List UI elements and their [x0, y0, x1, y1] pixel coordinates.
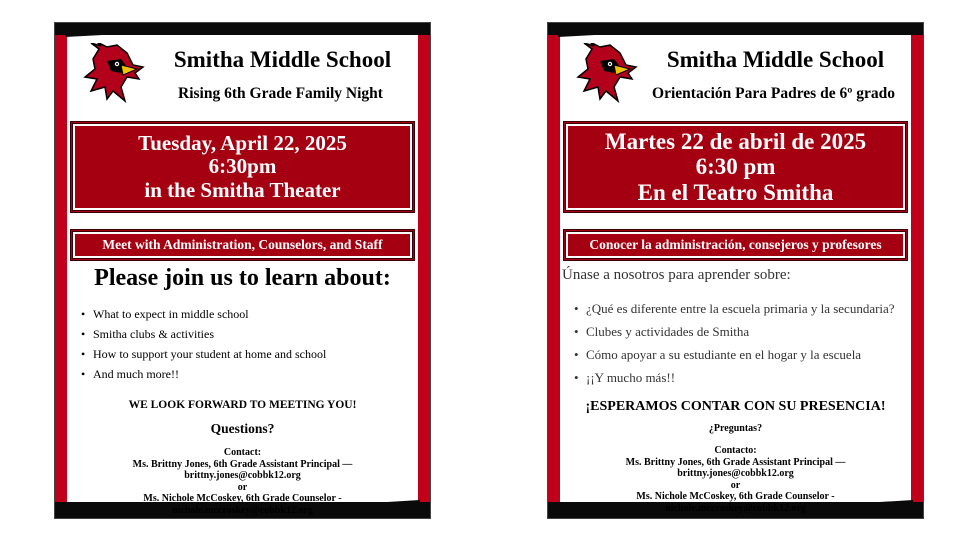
- contact-1-email: brittny.jones@cobbk12.org: [677, 468, 794, 479]
- join-heading: Please join us to learn about:: [94, 265, 391, 291]
- event-location: in the Smitha Theater: [144, 177, 341, 202]
- cardinal-logo-icon: [77, 43, 145, 105]
- list-item: • ¡¡Y mucho más!!: [574, 370, 909, 393]
- black-wedge: [558, 23, 818, 37]
- event-subtitle: Rising 6th Grade Family Night: [178, 85, 383, 102]
- contact-label: Contact:: [223, 447, 262, 458]
- meet-banner: Conocer la administración, consejeros y profesores: [563, 229, 908, 261]
- contact-or: or: [730, 479, 741, 491]
- school-name: Smitha Middle School: [173, 47, 392, 72]
- contact-label: Contacto:: [714, 445, 757, 456]
- flyer-content: [562, 37, 909, 514]
- topics-list: [562, 301, 909, 393]
- cardinal-logo-icon: [570, 43, 638, 105]
- list-item: • Clubes y actividades de Smitha: [574, 324, 909, 347]
- event-date: Martes 22 de abril de 2025: [604, 129, 867, 155]
- event-location: En el Teatro Smitha: [637, 179, 834, 205]
- red-band-left: [55, 33, 67, 504]
- list-item: • Smitha clubs & activities: [81, 327, 416, 347]
- contact-1-email: brittny.jones@cobbk12.org: [184, 470, 301, 481]
- list-item: • Cómo apoyar a su estudiante en el hogar y la escuela: [574, 347, 909, 370]
- red-band-left: [548, 33, 560, 504]
- contact-2-name: Ms. Nichole McCoskey, 6th Grade Counselor -: [636, 491, 835, 502]
- closing-line: WE LOOK FORWARD TO MEETING YOU!: [128, 399, 357, 411]
- red-band-right: [418, 33, 430, 504]
- contact-block: [562, 445, 909, 514]
- event-details-box: [70, 121, 415, 213]
- contact-1-name: Ms. Brittny Jones, 6th Grade Assistant Principal —: [625, 456, 846, 468]
- red-band-right: [911, 33, 923, 504]
- questions-heading: Questions?: [210, 421, 275, 436]
- black-wedge: [65, 23, 325, 37]
- event-time: 6:30 pm: [695, 154, 776, 180]
- contact-2-email: nichole.mccroskey@cobbk12.org: [665, 502, 806, 514]
- topics-list: [69, 307, 416, 387]
- flyer-content: [69, 37, 416, 516]
- join-heading: Únase a nosotros para aprender sobre:: [562, 267, 791, 283]
- list-item: • And much more!!: [81, 367, 416, 387]
- contact-2-name: Ms. Nichole McCoskey, 6th Grade Counselor -: [143, 493, 342, 504]
- contact-or: or: [237, 481, 248, 493]
- closing-line: ¡ESPERAMOS CONTAR CON SU PRESENCIA!: [585, 399, 886, 414]
- contact-1-name: Ms. Brittny Jones, 6th Grade Assistant Principal —: [132, 458, 353, 470]
- event-subtitle: Orientación Para Padres de 6º grado: [652, 85, 895, 102]
- contact-2-email: nichole.mccroskey@cobbk12.org: [172, 504, 313, 516]
- flyer-english: [54, 22, 431, 519]
- flyer-spanish: [547, 22, 924, 519]
- list-item: • How to support your student at home and school: [81, 347, 416, 367]
- list-item: • ¿Qué es diferente entre la escuela primaria y la secundaria?: [574, 301, 909, 324]
- list-item: • What to expect in middle school: [81, 307, 416, 327]
- event-time: 6:30pm: [208, 154, 277, 179]
- event-date: Tuesday, April 22, 2025: [138, 131, 347, 156]
- questions-heading: ¿Preguntas?: [708, 423, 763, 434]
- contact-block: [69, 447, 416, 516]
- school-name: Smitha Middle School: [666, 47, 885, 72]
- meet-banner: Meet with Administration, Counselors, and Staff: [70, 229, 415, 261]
- event-details-box: [563, 121, 908, 213]
